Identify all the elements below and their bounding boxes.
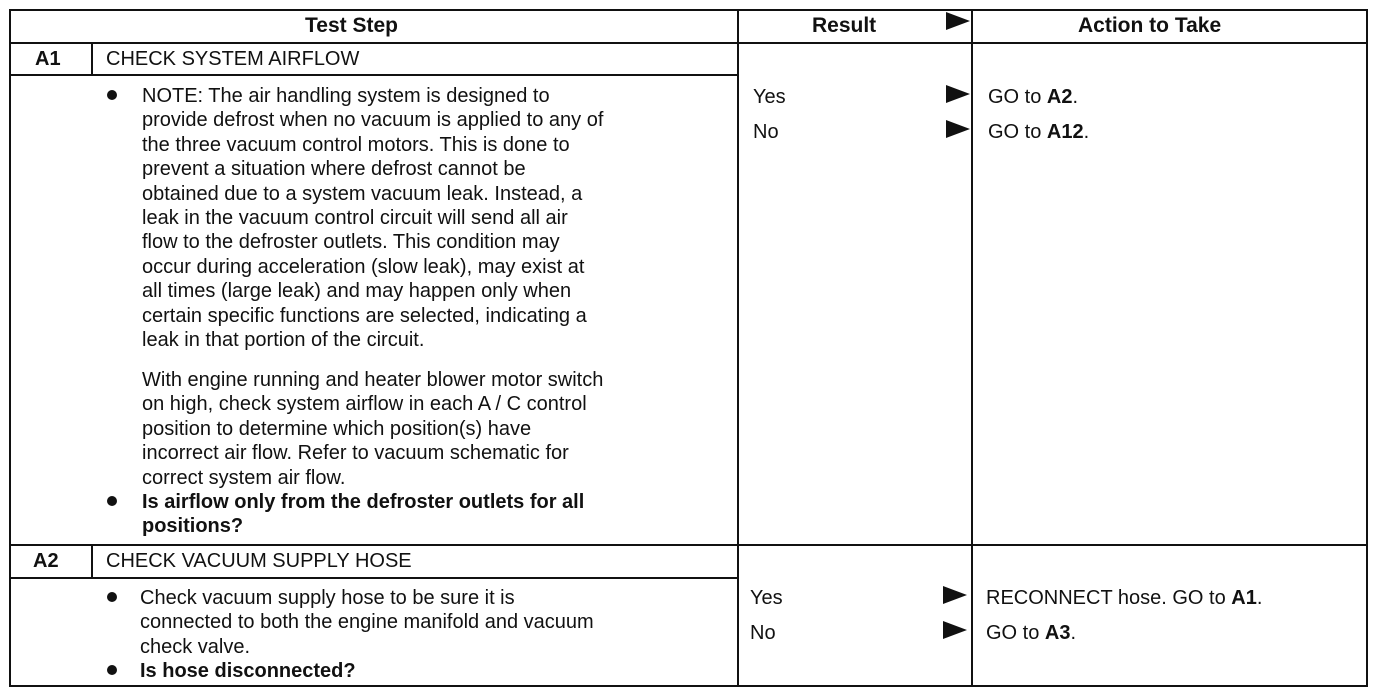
step-a2-action-no: GO to A3.	[986, 622, 1077, 644]
arrow-right-icon	[946, 85, 970, 103]
header-result: Result	[812, 14, 877, 37]
arrow-right-icon	[943, 586, 967, 604]
header-action: Action to Take	[1078, 14, 1222, 37]
step-a1-id: A1	[35, 48, 61, 70]
step-a2-check: Check vacuum supply hose to be sure it is connected to both the engine manifold and vacuum check valve.	[140, 587, 594, 658]
bullet-icon	[107, 90, 117, 100]
step-a1-note: NOTE: The air handling system is designed to provide defrost when no vacuum is applied to any of the three vacuum control motors. This is done to prevent a situation where defrost cannot be obtained due to a system vacuum leak. Instead, a leak in the vacuum control circuit will send all air flow to the defroster outlets. This condition may occur during acceleration (slow leak), may exist at all times (large leak) and may happen only when certain specific functions are selected, indicating a leak in that portion of the circuit.	[142, 85, 604, 352]
header-divider	[9, 42, 1368, 44]
step-a1-action-yes: GO to A2.	[988, 86, 1079, 108]
step-a1-title: CHECK SYSTEM AIRFLOW	[106, 48, 360, 70]
step-a1-instruction: With engine running and heater blower motor switch on high, check system airflow in each A / C control position to determine which position(s) have incorrect air flow. Refer to vacuum schematic for correct system air flow.	[142, 369, 604, 489]
step-a2-result-no: No	[750, 622, 776, 644]
a1-title-divider	[9, 74, 739, 76]
step-a2-result-yes: Yes	[750, 587, 783, 609]
bullet-icon	[107, 665, 117, 675]
a2-title-divider	[9, 577, 739, 579]
arrow-right-icon	[946, 120, 970, 138]
step-a1-result-yes: Yes	[753, 86, 786, 108]
step-a2-action-yes: RECONNECT hose. GO to A1.	[986, 587, 1263, 609]
header-test-step: Test Step	[305, 14, 398, 37]
bullet-icon	[107, 496, 117, 506]
bullet-icon	[107, 592, 117, 602]
column-divider-result	[971, 9, 973, 687]
a1-id-divider	[91, 42, 93, 75]
header-arrow-icon	[946, 12, 970, 30]
step-a2-id: A2	[33, 550, 59, 572]
column-divider-test-step	[737, 9, 739, 687]
step-a1-result-no: No	[753, 121, 779, 143]
step-divider	[9, 544, 1368, 546]
a2-id-divider	[91, 544, 93, 578]
step-a1-action-no: GO to A12.	[988, 121, 1090, 143]
arrow-right-icon	[943, 621, 967, 639]
step-a2-question: Is hose disconnected?	[140, 660, 356, 682]
step-a2-title: CHECK VACUUM SUPPLY HOSE	[106, 550, 412, 572]
step-a1-question: Is airflow only from the defroster outlets for all positions?	[142, 491, 585, 538]
